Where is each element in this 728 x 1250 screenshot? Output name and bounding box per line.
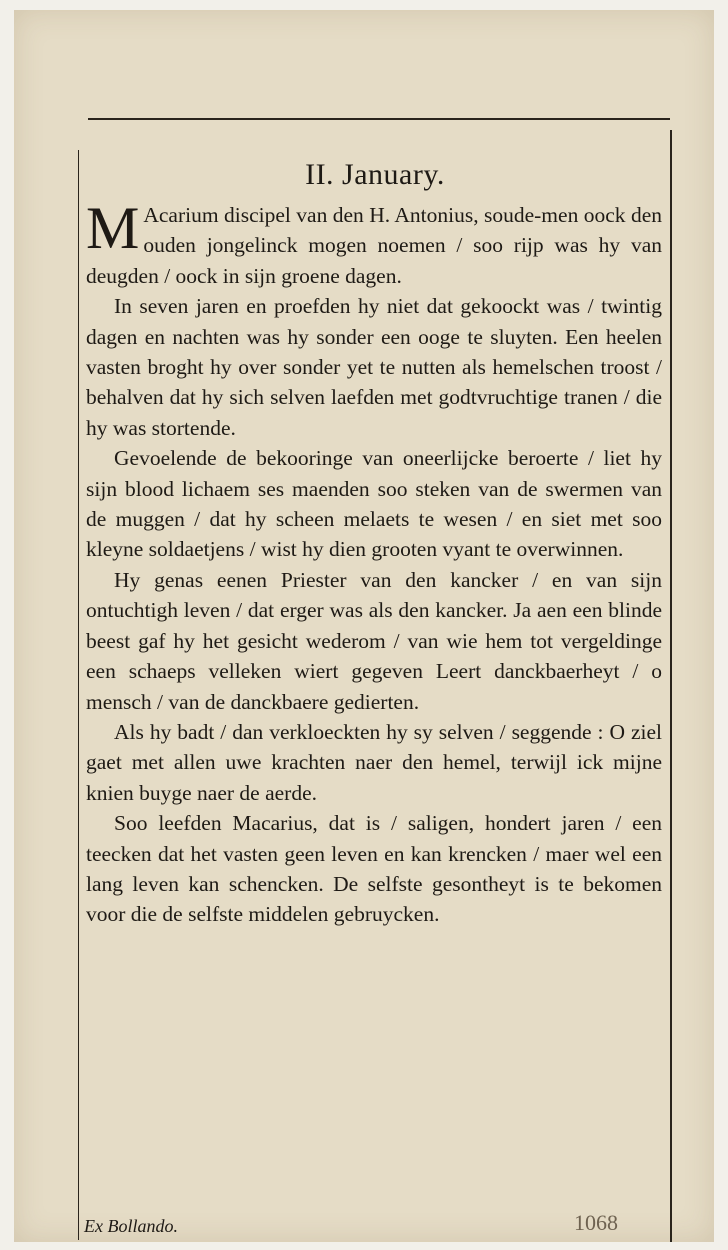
paper-clipping bbox=[14, 10, 714, 1242]
right-rule bbox=[670, 130, 672, 1242]
left-rule bbox=[78, 150, 79, 1240]
paragraph: Hy genas eenen Priester van den kancker / en van sijn ontuchtigh leven / dat erger was als den kancker. Ja aen een blinde beest gaf hy het gesicht wederom / van wie hem tot vergeldinge een schaeps velleken wiert gegeven Leert danckbaerheyt / o mensch / van de danckbaere gedierten. bbox=[86, 567, 662, 714]
paragraph: Soo leefden Macarius, dat is / saligen, hondert jaren / een teecken dat het vasten geen leven en kan krencken / maer wel een lang leven kan schencken. De selfste gesontheyt is te bekomen voor die de selfste middelen gebruycken. bbox=[86, 811, 662, 927]
page-title: II. January. bbox=[305, 158, 445, 191]
text-frame bbox=[78, 118, 672, 1242]
page-number: 1068 bbox=[574, 1210, 618, 1235]
paragraph-text: Acarium discipel van den H. Antonius, soude-men oock den ouden jongelinck mogen noemen / soo rijp was hy van deugden / oock in sijn groene dagen. bbox=[86, 203, 662, 288]
paragraph bbox=[86, 195, 662, 291]
top-rule bbox=[88, 118, 670, 120]
paragraph: Als hy badt / dan verkloeckten hy sy selven / seggende : O ziel gaet met allen uwe krachten naer den hemel, terwijl ick mijne knien buyge naer de aerde. bbox=[86, 719, 662, 805]
source-citation: Ex Bollando. bbox=[84, 1216, 178, 1236]
paragraph: Gevoelende de bekooringe van oneerlijcke beroerte / liet hy sijn blood lichaem ses maenden soo steken van de swermen van de muggen / dat hy scheen melaets te wesen / en siet met soo kleyne soldaetjens / wist hy dien grooten vyant te overwinnen. bbox=[86, 446, 662, 562]
paragraph: In seven jaren en proefden hy niet dat gekoockt was / twintig dagen en nachten was hy sonder een ooge te sluyten. Een heelen vasten broght hy over sonder yet te nutten als hemelschen troost / behalven dat hy sich selven laefden met godtvruchtige tranen / die hy was stortende. bbox=[86, 294, 662, 440]
drop-cap: M bbox=[86, 195, 140, 261]
body-text bbox=[86, 195, 662, 930]
